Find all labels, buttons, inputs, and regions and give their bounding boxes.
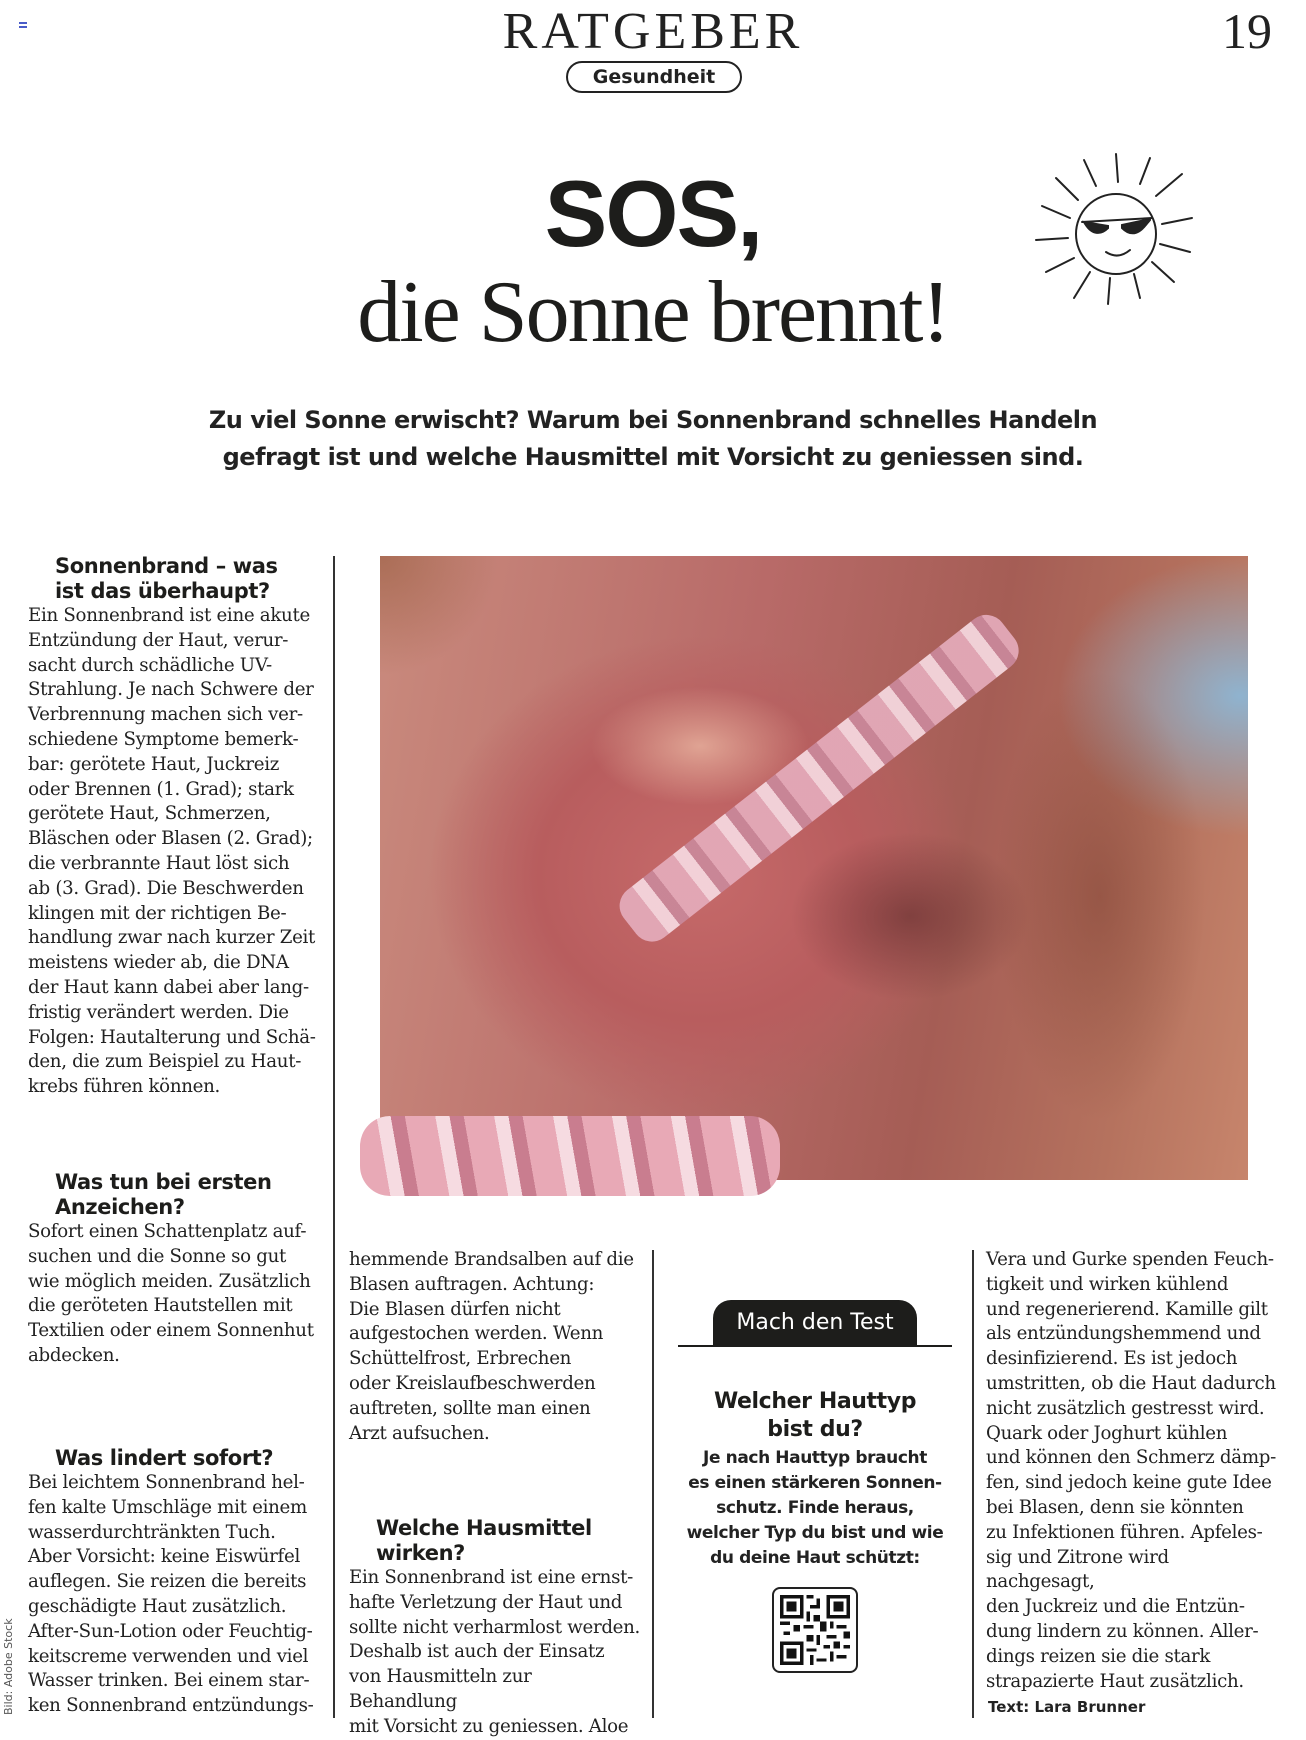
body-line: als entzündungshemmend und <box>986 1323 1261 1345</box>
page-number: 19 <box>1222 3 1272 59</box>
body-line: sollte nicht verharmlost werden. <box>349 1616 641 1638</box>
section-sonnenbrand <box>28 554 328 1100</box>
body-line: Ein Sonnenbrand ist eine ernst- <box>349 1567 633 1588</box>
section-title-lindert-sofort: Was lindert sofort? <box>55 1446 274 1470</box>
test-title-line: Welcher Hauttyp <box>713 1389 917 1414</box>
sun-with-sunglasses-icon <box>1022 148 1206 308</box>
body-line: fen kalte Umschläge mit einem <box>28 1496 307 1518</box>
body-line: Bei leichtem Sonnenbrand hel- <box>28 1472 305 1493</box>
section-body-hausmittel <box>349 1566 644 1740</box>
body-line: auflegen. Sie reizen die bereits <box>28 1571 307 1593</box>
body-line: wie möglich meiden. Zusätzlich <box>28 1270 311 1292</box>
test-box-body <box>680 1446 950 1571</box>
body-line: Wasser trinken. Bei einem star- <box>28 1670 310 1692</box>
test-body-line: schutz. Finde heraus, <box>716 1498 914 1518</box>
body-line: Folgen: Hautalterung und Schä- <box>28 1026 316 1048</box>
section-erste-anzeichen <box>28 1170 328 1369</box>
lead-line: gefragt ist und welche Hausmittel mit Vorsicht zu geniessen sind. <box>222 443 1084 471</box>
body-line: Vera und Gurke spenden Feuch- <box>986 1249 1274 1270</box>
body-line: Deshalb ist auch der Einsatz <box>349 1641 605 1663</box>
body-line: den, die zum Beispiel zu Haut- <box>28 1051 302 1073</box>
body-line: schiedene Symptome bemerk- <box>28 728 299 750</box>
body-line: Entzündung der Haut, verur- <box>28 629 289 651</box>
test-box-title <box>678 1388 952 1444</box>
body-line: Strahlung. Je nach Schwere der <box>28 679 314 701</box>
body-line: zu Infektionen führen. Apfeles- <box>986 1521 1263 1543</box>
column-4 <box>986 1248 1280 1694</box>
headline-line-1: SOS, <box>544 161 762 266</box>
test-body-line: du deine Haut schützt: <box>710 1548 920 1568</box>
subhead-line: Was tun bei ersten <box>55 1170 272 1194</box>
body-line: gerötete Haut, Schmerzen, <box>28 803 271 825</box>
body-line: der Haut kann dabei aber lang- <box>28 976 309 998</box>
body-line: nicht zusätzlich gestresst wird. <box>986 1397 1265 1419</box>
test-body-line: es einen stärkeren Sonnen- <box>688 1473 942 1493</box>
category-badge: Gesundheit <box>566 61 742 93</box>
body-line: oder Brennen (1. Grad); stark <box>28 778 294 800</box>
body-line: die verbrannte Haut löst sich <box>28 852 290 874</box>
body-line: Die Blasen dürfen nicht <box>349 1298 561 1320</box>
lead-line: Zu viel Sonne erwischt? Warum bei Sonnenbrand schnelles Handeln <box>208 406 1098 434</box>
body-line: aufgestochen werden. Wenn <box>349 1323 604 1345</box>
body-line: Aber Vorsicht: keine Eiswürfel <box>28 1546 300 1568</box>
qr-code-graphic <box>780 1595 850 1665</box>
article-lead <box>150 402 1156 476</box>
body-line: dung lindern zu können. Aller- <box>986 1620 1259 1642</box>
body-line: desinfizierend. Es ist jedoch <box>986 1348 1238 1370</box>
body-line: handlung zwar nach kurzer Zeit <box>28 927 316 949</box>
test-box-label: Mach den Test <box>713 1300 917 1346</box>
body-line: meistens wieder ab, die DNA <box>28 952 289 974</box>
section-hausmittel <box>349 1516 644 1740</box>
subhead-line: wirken? <box>376 1541 465 1565</box>
body-line: suchen und die Sonne so gut <box>28 1245 287 1267</box>
subhead-line: Welche Hausmittel <box>376 1516 592 1540</box>
photo-arm <box>940 596 1260 1196</box>
test-title-line: bist du? <box>767 1417 863 1442</box>
photo-bikini-top <box>360 1116 780 1196</box>
body-line: die geröteten Hautstellen mit <box>28 1295 293 1317</box>
body-line: geschädigte Haut zusätzlich. <box>28 1595 287 1617</box>
section-body-sonnenbrand <box>28 604 328 1100</box>
body-line: hemmende Brandsalben auf die <box>349 1249 634 1270</box>
body-line: bei Blasen, denn sie könnten <box>986 1496 1244 1518</box>
column-divider <box>333 556 335 1718</box>
body-line: sacht durch schädliche UV- <box>28 654 272 676</box>
body-line: von Hausmitteln zur Behandlung <box>349 1666 532 1712</box>
column-divider <box>652 1250 654 1718</box>
subhead-line: Sonnenbrand – was <box>55 554 278 578</box>
body-line: tigkeit und wirken kühlend <box>986 1273 1229 1295</box>
body-line: Quark oder Joghurt kühlen <box>986 1422 1228 1444</box>
test-body-line: welcher Typ du bist und wie <box>686 1523 944 1543</box>
body-line: umstritten, ob die Haut dadurch <box>986 1372 1276 1394</box>
body-line: auftreten, sollte man einen <box>349 1397 591 1419</box>
body-line: fristig verändert werden. Die <box>28 1001 289 1023</box>
body-line: oder Kreislaufbeschwerden <box>349 1372 596 1394</box>
qr-code-icon[interactable] <box>772 1587 858 1673</box>
body-line: und regenerierend. Kamille gilt <box>986 1298 1268 1320</box>
body-line: und können den Schmerz dämp- <box>986 1447 1276 1469</box>
body-line: Verbrennung machen sich ver- <box>28 704 303 726</box>
column-2-continued <box>349 1248 644 1446</box>
body-line: ab (3. Grad). Die Beschwerden <box>28 877 304 899</box>
image-credit: Bild: Adobe Stock <box>2 1618 15 1715</box>
sunburn-photo <box>380 556 1248 1180</box>
subhead-line: ist das überhaupt? <box>55 579 270 603</box>
body-line: Textilien oder einem Sonnenhut <box>28 1320 314 1342</box>
section-title-sonnenbrand <box>28 554 328 604</box>
test-box-rule <box>678 1345 952 1347</box>
body-line: krebs führen können. <box>28 1076 221 1098</box>
body-line: wasserdurchtränkten Tuch. <box>28 1521 276 1543</box>
test-body-line: Je nach Hauttyp braucht <box>703 1448 927 1468</box>
body-line: hafte Verletzung der Haut und <box>349 1591 623 1613</box>
body-line: keitscreme verwenden und viel <box>28 1645 309 1667</box>
body-line: den Juckreiz und die Entzün- <box>986 1596 1245 1618</box>
body-line: strapazierte Haut zusätzlich. <box>986 1670 1244 1692</box>
body-line: ken Sonnenbrand entzündungs- <box>28 1695 314 1717</box>
section-body-erste-anzeichen <box>28 1220 328 1369</box>
section-lindert-sofort <box>28 1446 328 1719</box>
body-line: klingen mit der richtigen Be- <box>28 902 287 924</box>
body-line: Schüttelfrost, Erbrechen <box>349 1348 572 1370</box>
column-divider <box>972 1250 974 1718</box>
body-line: Bläschen oder Blasen (2. Grad); <box>28 828 313 850</box>
body-line: Blasen auftragen. Achtung: <box>349 1273 595 1295</box>
photo-hair <box>380 556 500 676</box>
body-line: fen, sind jedoch keine gute Idee <box>986 1472 1272 1494</box>
author-credit: Text: Lara Brunner <box>988 1698 1146 1716</box>
body-line: sig und Zitrone wird nachgesagt, <box>986 1546 1169 1593</box>
section-body-lindert-sofort <box>28 1471 328 1719</box>
body-line: Ein Sonnenbrand ist eine akute <box>28 605 310 626</box>
body-line: Sofort einen Schattenplatz auf- <box>28 1221 307 1242</box>
section-title: RATGEBER <box>502 3 804 60</box>
section-title-hausmittel <box>349 1516 644 1566</box>
body-line: After-Sun-Lotion oder Feuchtig- <box>28 1620 313 1642</box>
headline-line-2: die Sonne brennt! <box>357 264 949 361</box>
body-line: Arzt aufsuchen. <box>349 1422 490 1444</box>
body-line: bar: gerötete Haut, Juckreiz <box>28 753 280 775</box>
body-line: mit Vorsicht zu geniessen. Aloe <box>349 1715 629 1737</box>
section-title-erste-anzeichen <box>28 1170 328 1220</box>
body-line: abdecken. <box>28 1344 120 1366</box>
body-line: dings reizen sie die stark <box>986 1645 1211 1667</box>
subhead-line: Anzeichen? <box>55 1195 185 1219</box>
